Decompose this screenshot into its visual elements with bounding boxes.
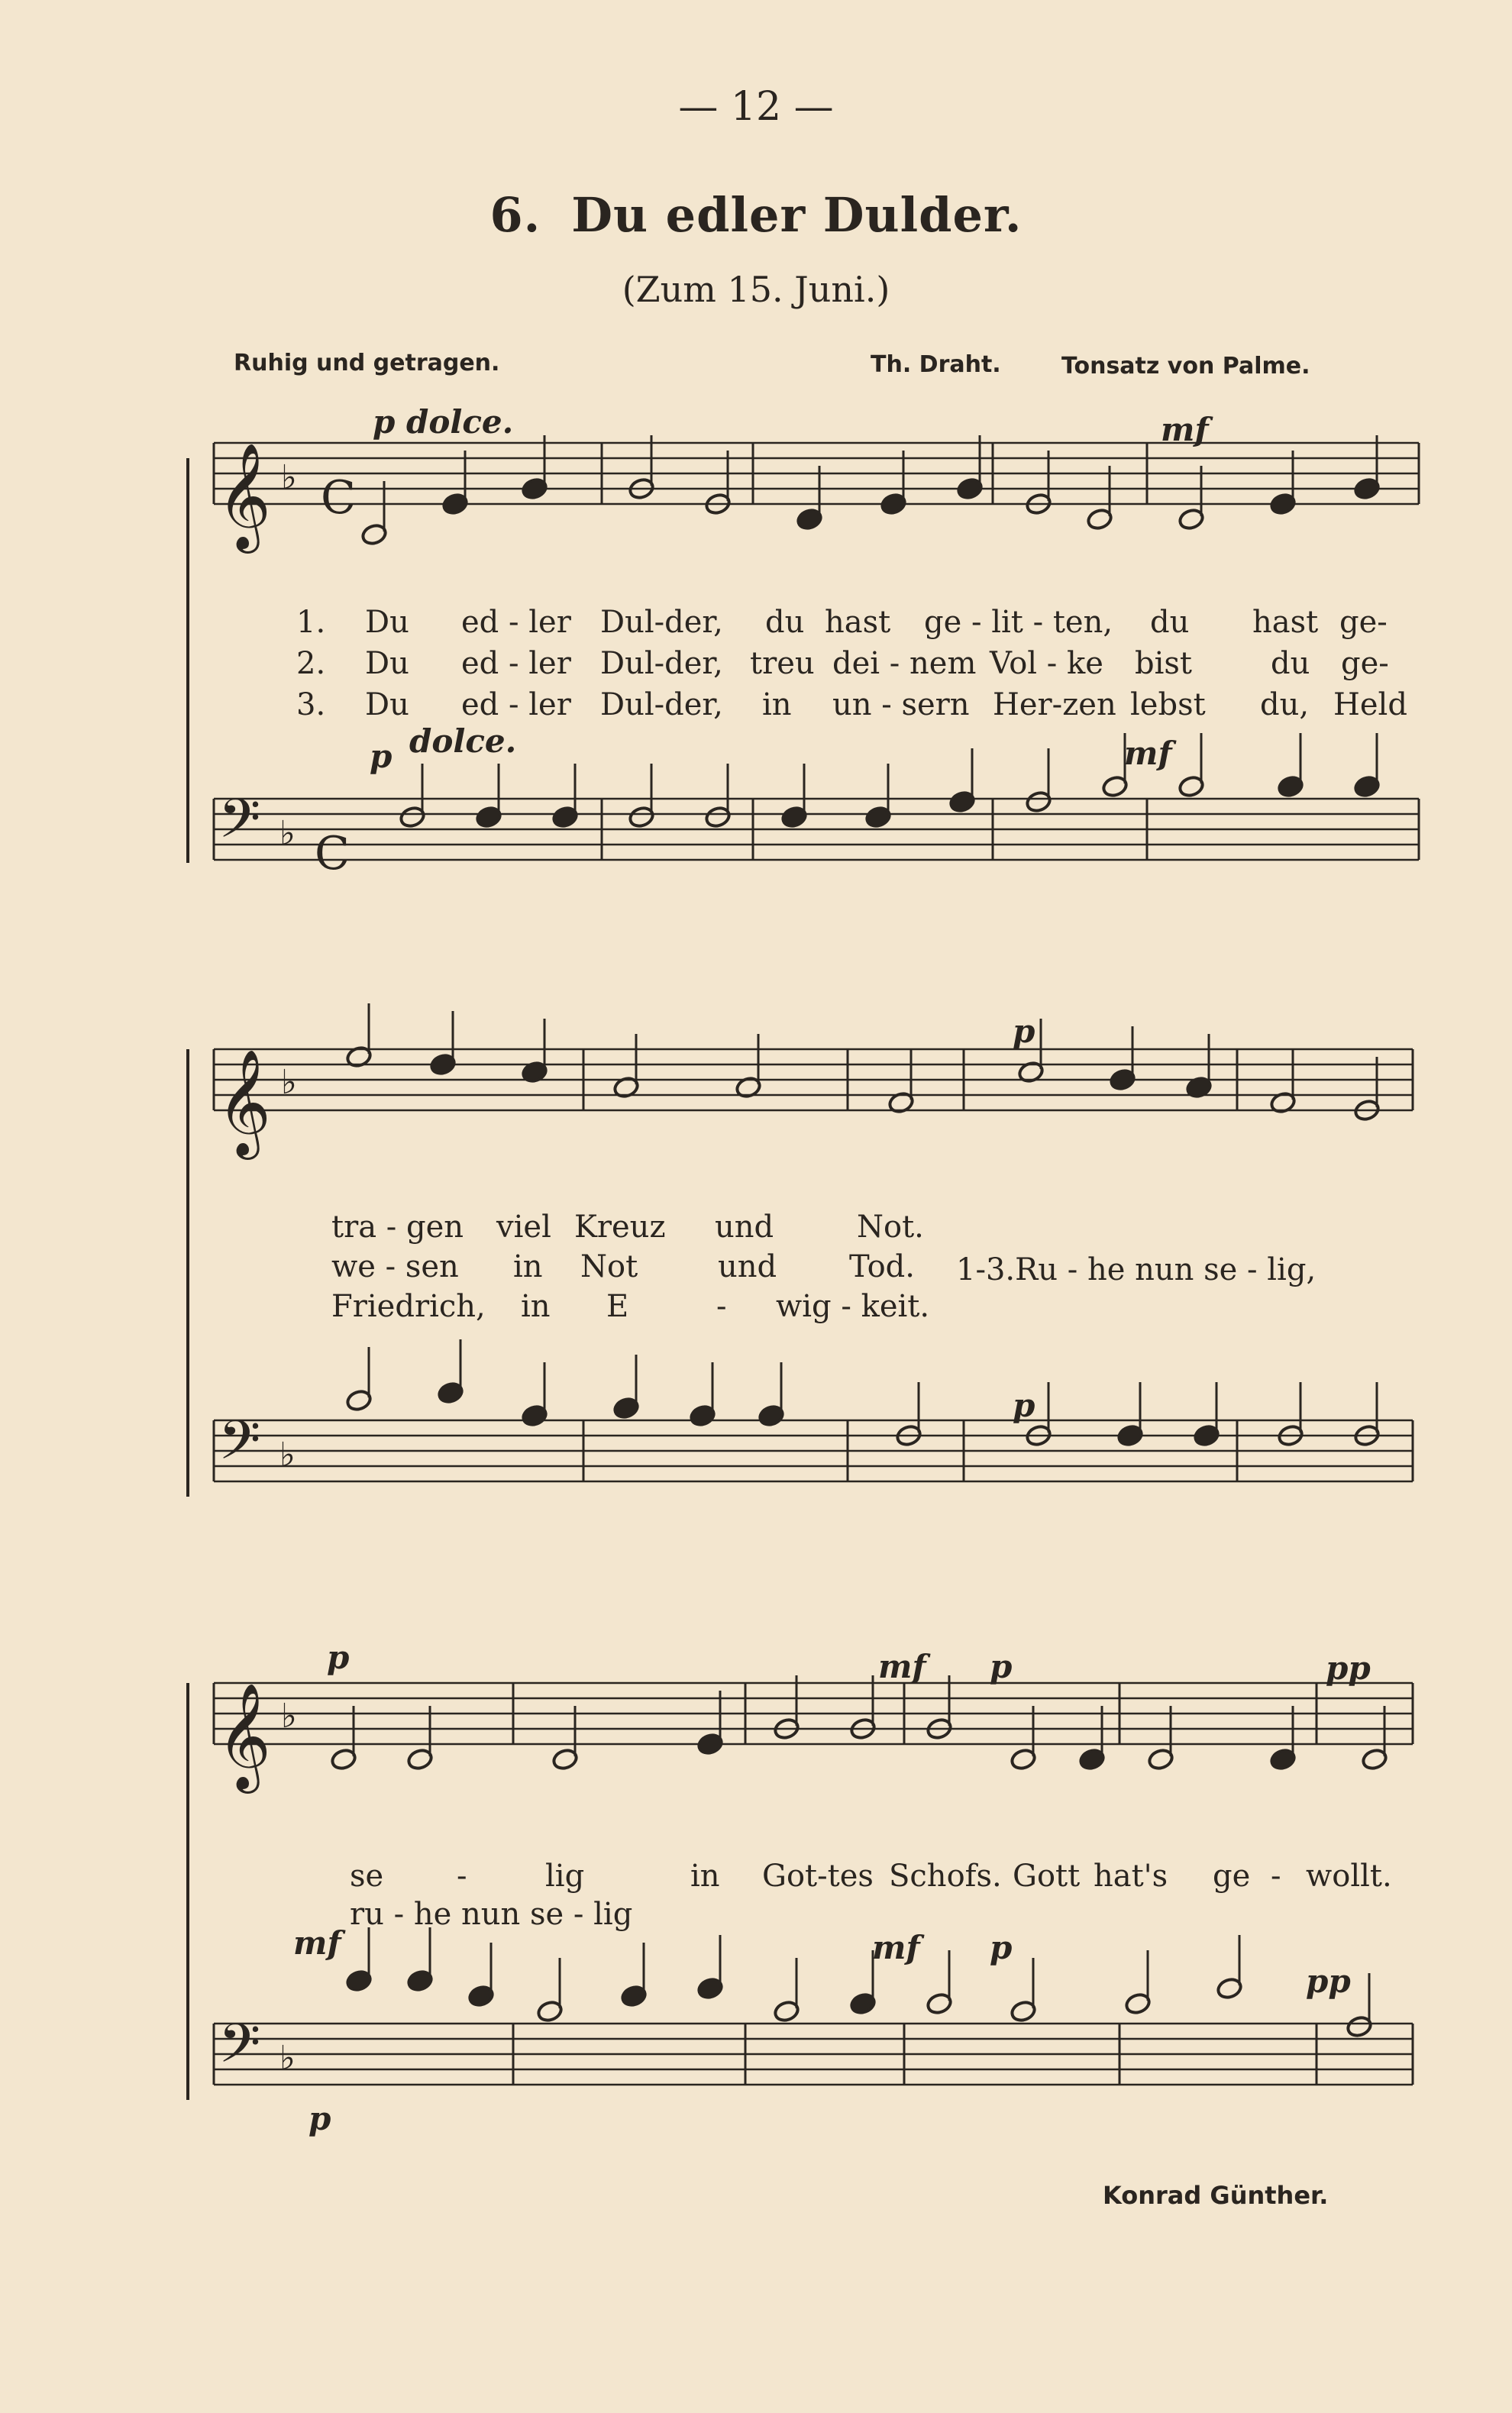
dynamic-mf: mf xyxy=(293,1924,341,1962)
dynamic-p: p xyxy=(990,1648,1013,1685)
verse-3-cont: Friedrich, in E - wig - keit. xyxy=(331,1289,930,1324)
arranger: Tonsatz von Palme. xyxy=(1061,353,1310,380)
song-subtitle: (Zum 15. Juni.) xyxy=(622,269,890,310)
composer: Th. Draht. xyxy=(871,351,1001,378)
refrain-line: 1-3.Ru - he nun se - lig, xyxy=(956,1252,1317,1287)
verse-3: 3. Du ed - ler Dul-der, in un - sern Her-zen lebst du, Held xyxy=(296,687,1407,722)
tempo-marking: Ruhig und getragen. xyxy=(234,350,500,376)
bass-staff-3 xyxy=(214,2024,1413,2085)
treble-staff-2 xyxy=(214,1049,1413,1110)
verse-2-cont: we - sen in Not und Tod. xyxy=(331,1249,915,1284)
dynamic-mf: mf xyxy=(872,1929,920,1966)
lyric-line-1: se - lig in Got-tes Schofs. Gott hat's ge - wollt. xyxy=(350,1859,1392,1894)
key-signature-flat: ♭ xyxy=(281,1697,297,1736)
treble-clef: 𝄞 xyxy=(217,1049,271,1155)
verse-1: 1. Du ed - ler Dul-der, du hast ge - lit - ten, du hast ge- xyxy=(296,605,1388,640)
bass-clef: 𝄢 xyxy=(218,2012,261,2088)
lyricist: Konrad Günther. xyxy=(1103,2181,1329,2210)
key-signature-flat: ♭ xyxy=(279,814,296,853)
dynamic-p: p xyxy=(370,738,393,775)
dynamic-pp: pp xyxy=(1326,1649,1371,1687)
treble-staff-3 xyxy=(214,1683,1413,1744)
dynamic-p: p xyxy=(1013,1013,1035,1050)
key-signature-flat: ♭ xyxy=(279,2039,296,2078)
bass-clef: 𝄢 xyxy=(218,787,261,864)
time-signature: C xyxy=(321,471,356,525)
key-signature-flat: ♭ xyxy=(279,1436,296,1475)
verse-1-cont: tra - gen viel Kreuz und Not. xyxy=(331,1210,924,1245)
dynamic-mf: mf xyxy=(878,1648,926,1685)
song-title xyxy=(0,187,1512,243)
dynamic-p: p xyxy=(327,1639,350,1676)
treble-clef: 𝄞 xyxy=(217,443,271,549)
page-number: — 12 — xyxy=(678,84,834,130)
dynamic-mf: mf xyxy=(1124,735,1172,772)
treble-staff-1 xyxy=(214,443,1419,504)
lyric-line-2: ru - he nun se - lig xyxy=(350,1897,633,1932)
dynamic-p: p xyxy=(1013,1387,1035,1424)
bass-staff-2 xyxy=(214,1420,1413,1481)
time-signature: C xyxy=(315,827,350,880)
dynamic-p: p xyxy=(990,1929,1013,1966)
dynamic-p-dolce: p dolce. xyxy=(373,403,514,441)
key-signature-flat: ♭ xyxy=(281,1063,297,1102)
dynamic-dolce: dolce. xyxy=(409,722,517,760)
dynamic-p: p xyxy=(309,2100,331,2137)
bass-clef: 𝄢 xyxy=(218,1409,261,1485)
dynamic-mf: mf xyxy=(1161,411,1209,448)
song-title-text: Du edler Dulder. xyxy=(571,187,1023,243)
key-signature-flat: ♭ xyxy=(281,458,297,497)
dynamic-pp: pp xyxy=(1306,1962,1351,2000)
treble-clef: 𝄞 xyxy=(217,1683,271,1789)
verse-2: 2. Du ed - ler Dul-der, treu dei - nem Vol - ke bist du ge- xyxy=(296,646,1389,681)
bass-staff-1 xyxy=(214,799,1419,860)
song-number: 6. xyxy=(489,187,541,243)
